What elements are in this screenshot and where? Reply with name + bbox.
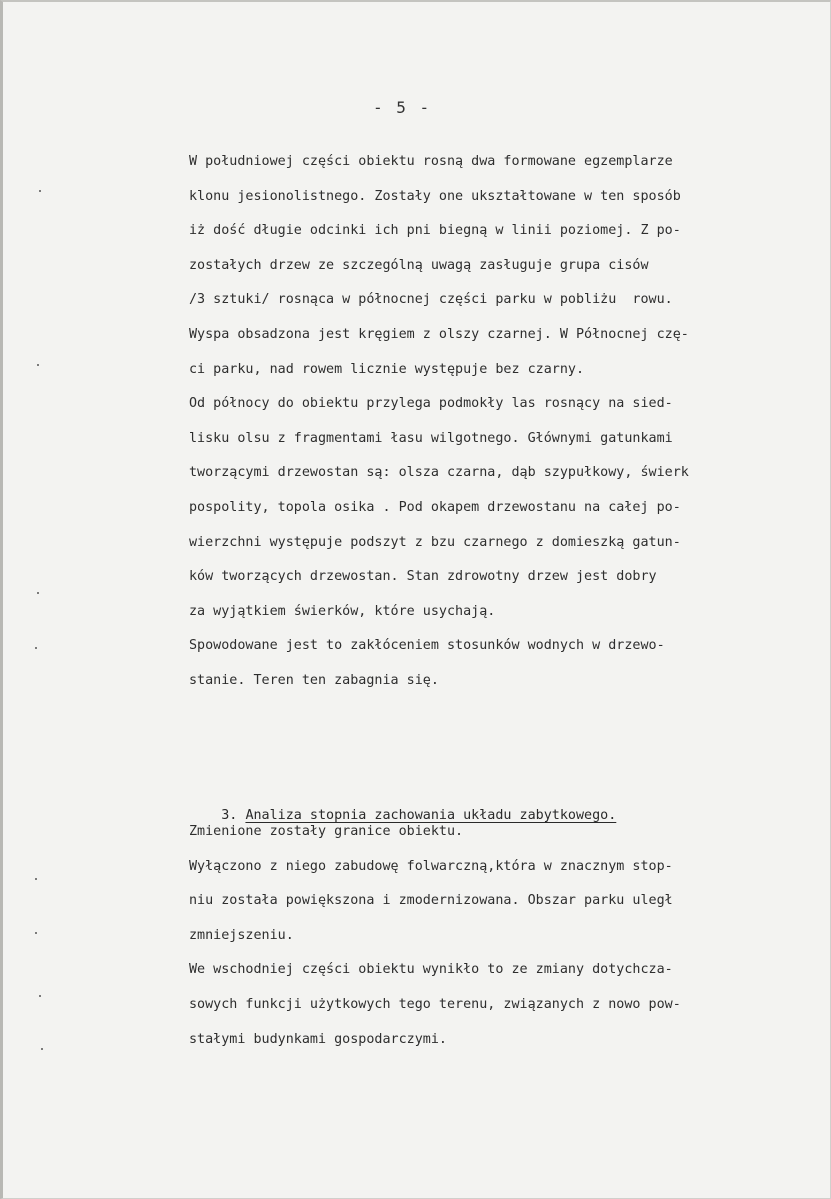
text-line: Wyspa obsadzona jest kręgiem z olszy czarnej. W Północnej czę- bbox=[189, 326, 689, 342]
text-line: Wyłączono z niego zabudowę folwarczną,która w znacznym stop- bbox=[189, 858, 673, 874]
text-line: /3 sztuki/ rosnąca w północnej części parku w pobliżu rowu. bbox=[189, 292, 673, 308]
paragraph-boundary-changes bbox=[189, 815, 681, 1057]
text-line: ci parku, nad rowem licznie występuje bez czarny. bbox=[189, 361, 585, 377]
text-line: za wyjątkiem świerków, które usychają. bbox=[189, 603, 496, 619]
text-line: tworzącymi drzewostan są: olsza czarna, dąb szypułkowy, świerk bbox=[189, 465, 689, 481]
text-line: zmniejszeniu. bbox=[189, 927, 294, 943]
margin-speck bbox=[35, 878, 37, 880]
margin-speck bbox=[37, 364, 39, 366]
text-line: pospolity, topola osika . Pod okapem drzewostanu na całej po- bbox=[189, 499, 681, 515]
text-line: wierzchni występuje podszyt z bzu czarnego z domieszką gatun- bbox=[189, 534, 681, 550]
paragraph-park-trees bbox=[189, 145, 689, 699]
section-title: Analiza stopnia zachowania układu zabytkowego. bbox=[245, 808, 617, 823]
text-line: We wschodniej części obiektu wynikło to ze zmiany dotychcza- bbox=[189, 962, 673, 978]
text-line: Od północy do obiektu przylega podmokły las rosnący na sied- bbox=[189, 396, 673, 412]
text-line: Spowodowane jest to zakłóceniem stosunków wodnych w drzewo- bbox=[189, 638, 665, 654]
text-line: stanie. Teren ten zabagnia się. bbox=[189, 672, 439, 688]
margin-speck bbox=[35, 932, 37, 934]
text-line: iż dość długie odcinki ich pni biegną w linii poziomej. Z po- bbox=[189, 223, 681, 239]
margin-speck bbox=[35, 647, 37, 649]
text-line: Zmienione zostały granice obiektu. bbox=[189, 824, 464, 839]
text-line: W południowej części obiektu rosną dwa formowane egzemplarze bbox=[189, 154, 673, 169]
text-line: zostałych drzew ze szczególną uwagą zasługuje grupa cisów bbox=[189, 257, 649, 273]
section-number: 3. bbox=[221, 808, 246, 823]
text-line: klonu jesionolistnego. Zostały one ukształtowane w ten sposób bbox=[189, 188, 681, 204]
margin-speck bbox=[37, 592, 39, 594]
text-line: sowych funkcji użytkowych tego terenu, związanych z nowo pow- bbox=[189, 996, 681, 1012]
margin-speck bbox=[41, 1048, 43, 1050]
page-number: - 5 - bbox=[373, 98, 432, 117]
text-line: ków tworzących drzewostan. Stan zdrowotny drzew jest dobry bbox=[189, 569, 657, 585]
text-line: stałymi budynkami gospodarczymi. bbox=[189, 1031, 447, 1047]
margin-speck bbox=[39, 190, 41, 192]
margin-speck bbox=[39, 995, 41, 997]
text-line: niu została powiększona i zmodernizowana. Obszar parku uległ bbox=[189, 893, 673, 909]
text-line: lisku olsu z fragmentami łasu wilgotnego. Głównymi gatunkami bbox=[189, 430, 673, 446]
